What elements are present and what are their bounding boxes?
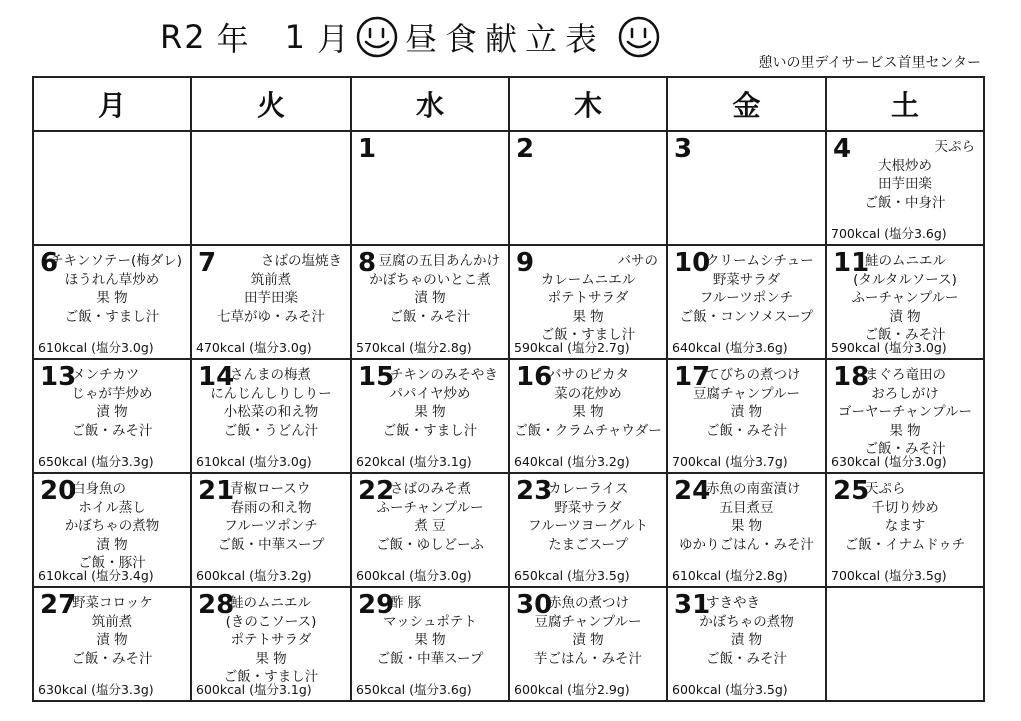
day-cell-content (192, 246, 350, 358)
menu-item: クリームシチュー (706, 253, 814, 269)
day-cell (826, 245, 984, 359)
menu-item: フルーツポンチ (699, 290, 794, 306)
menu-item: 田芋田楽 (878, 176, 932, 192)
menu-item: 果 物 (889, 422, 921, 439)
menu-item: バサのピカタ (548, 367, 629, 383)
menu-item: ご飯・クラムチャウダー (514, 422, 662, 439)
week-row (33, 473, 984, 587)
menu-item: ご飯・中華スープ (376, 650, 484, 667)
menu-item: 漬 物 (414, 290, 446, 306)
menu-item: ご飯・豚汁 (78, 555, 146, 571)
weekday-header: 金 (667, 77, 826, 131)
day-cell (33, 587, 191, 701)
menu-item: さばの塩焼き (261, 253, 342, 269)
day-cell (667, 587, 826, 701)
day-cell-content (827, 360, 983, 472)
day-cell-content (668, 360, 825, 472)
day-cell (509, 473, 667, 587)
menu-item: てびちの煮つけ (706, 367, 801, 383)
menu-item: ご飯・すまし汁 (540, 327, 636, 343)
day-number: 13 (40, 362, 77, 392)
day-cell (667, 131, 826, 245)
menu-item: カレーライス (548, 481, 629, 497)
calendar-body (33, 131, 984, 701)
day-cell-content (827, 132, 983, 244)
week-row (33, 131, 984, 245)
calorie-salt-info: 610kcal (塩分3.4g) (38, 568, 154, 583)
calorie-salt-info: 600kcal (塩分3.2g) (196, 568, 312, 583)
menu-item: カレームニエル (540, 271, 636, 288)
menu-item: 野菜コロッケ (72, 595, 153, 611)
day-cell-content (192, 132, 350, 244)
day-cell (351, 245, 509, 359)
day-cell (351, 473, 509, 587)
menu-item: 果 物 (572, 404, 604, 420)
calorie-salt-info: 600kcal (塩分3.1g) (196, 682, 312, 697)
day-number: 3 (674, 134, 693, 164)
menu-item: 野菜サラダ (554, 499, 622, 516)
day-number: 15 (358, 362, 395, 392)
day-cell-content (352, 474, 508, 586)
menu-item: さばのみそ煮 (390, 481, 471, 497)
menu-item: 春雨の和え物 (230, 499, 312, 516)
day-cell-content (510, 474, 666, 586)
empty-cell (826, 587, 984, 701)
day-cell (667, 245, 826, 359)
weekday-header: 水 (351, 77, 509, 131)
day-number: 20 (40, 476, 77, 506)
menu-item: ご飯・すまし汁 (382, 422, 478, 439)
menu-item: 漬 物 (730, 632, 763, 648)
day-cell-content (510, 132, 666, 244)
menu-item: 漬 物 (96, 404, 128, 420)
day-number: 30 (516, 590, 553, 620)
calorie-salt-info: 570kcal (塩分2.8g) (356, 340, 472, 355)
calorie-salt-info: 650kcal (塩分3.5g) (514, 568, 630, 583)
menu-item: ポテトサラダ (230, 632, 312, 648)
calorie-salt-info: 600kcal (塩分2.9g) (514, 682, 630, 697)
week-row (33, 245, 984, 359)
day-number: 25 (833, 476, 870, 506)
day-cell (826, 359, 984, 473)
title-month-number: 1 (284, 18, 307, 56)
calorie-salt-info: 650kcal (塩分3.3g) (38, 454, 154, 469)
page-title (160, 12, 667, 62)
menu-item: かぼちゃのいとこ煮 (369, 271, 491, 288)
menu-item: ご飯・みそ汁 (389, 308, 471, 325)
day-number: 24 (674, 476, 711, 506)
menu-item: ご飯・中身汁 (864, 194, 946, 211)
menu-item: 煮 豆 (414, 518, 446, 534)
menu-item: 果 物 (96, 290, 128, 306)
menu-item: ご飯・すまし汁 (64, 308, 160, 325)
weekday-header: 土 (826, 77, 984, 131)
day-number: 8 (358, 248, 377, 278)
weekday-header: 木 (509, 77, 667, 131)
day-number: 10 (674, 248, 711, 278)
calorie-salt-info: 610kcal (塩分3.0g) (196, 454, 312, 469)
calorie-salt-info: 640kcal (塩分3.6g) (672, 340, 788, 355)
menu-item: ご飯・みそ汁 (71, 650, 153, 667)
menu-item: かぼちゃの煮物 (64, 518, 160, 534)
menu-items (356, 248, 504, 326)
day-number: 9 (516, 248, 535, 278)
day-number: 18 (833, 362, 870, 392)
day-number: 11 (833, 248, 870, 278)
menu-item: ゴーヤーチャンプルー (837, 404, 973, 420)
weekday-header: 月 (33, 77, 191, 131)
empty-cell (33, 131, 191, 245)
day-cell-content (510, 588, 666, 700)
calorie-salt-info: 600kcal (塩分3.0g) (356, 568, 472, 583)
day-number: 31 (674, 590, 711, 620)
calorie-salt-info: 700kcal (塩分3.7g) (672, 454, 788, 469)
calorie-salt-info: 650kcal (塩分3.6g) (356, 682, 472, 697)
menu-item: 筑前煮 (91, 613, 133, 630)
day-cell-content (668, 474, 825, 586)
menu-item: (タルタルソース) (853, 271, 957, 288)
title-month: 月 (316, 20, 351, 58)
menu-item: 豆腐チャンプルー (692, 385, 801, 402)
menu-item: 筑前煮 (250, 271, 292, 288)
title-main: 昼食献立表 (404, 20, 605, 58)
menu-item: 天ぷら (934, 139, 975, 155)
day-number: 1 (358, 134, 377, 164)
menu-item: 菜の花炒め (554, 385, 622, 402)
day-number: 2 (516, 134, 535, 164)
day-cell (191, 473, 351, 587)
menu-items (514, 248, 662, 345)
day-cell (351, 587, 509, 701)
menu-item: ご飯・みそ汁 (706, 422, 787, 439)
day-cell (826, 131, 984, 245)
menu-item: (きのこソース) (225, 613, 317, 630)
menu-item: バサの (617, 253, 658, 269)
menu-item: ご飯・コンソメスープ (679, 308, 814, 325)
calorie-salt-info: 630kcal (塩分3.0g) (831, 454, 947, 469)
menu-items (196, 248, 346, 326)
menu-item: 鮭のムニエル (230, 595, 311, 611)
weekday-header: 火 (191, 77, 351, 131)
day-cell-content (668, 588, 825, 700)
menu-item: たまごスープ (548, 536, 628, 553)
menu-item: ご飯・みそ汁 (864, 441, 946, 457)
smiley-face-icon (617, 15, 661, 59)
day-cell-content (668, 132, 825, 244)
day-cell-content (192, 588, 350, 700)
day-cell-content (34, 588, 190, 700)
menu-calendar (32, 76, 985, 702)
day-cell-content (827, 474, 983, 586)
menu-item: 白身魚の (72, 481, 126, 497)
day-number: 4 (833, 134, 852, 164)
menu-item: すきやき (706, 595, 760, 611)
calorie-salt-info: 640kcal (塩分3.2g) (514, 454, 630, 469)
day-cell (191, 587, 351, 701)
day-cell-content (34, 246, 190, 358)
day-cell (33, 359, 191, 473)
menu-item: ゆかりごはん・みそ汁 (679, 536, 814, 553)
menu-item: かぼちゃの煮物 (699, 613, 794, 630)
day-number: 22 (358, 476, 395, 506)
menu-item: ホイル蒸し (78, 499, 146, 516)
menu-item: 豆腐チャンプルー (534, 613, 642, 630)
menu-item: ご飯・イナムドゥチ (844, 536, 966, 553)
menu-item: 漬 物 (96, 632, 128, 648)
calorie-salt-info: 610kcal (塩分3.0g) (38, 340, 154, 355)
menu-item: 鮭のムニエル (865, 253, 946, 269)
day-cell (667, 473, 826, 587)
day-cell-content (192, 360, 350, 472)
menu-item: 果 物 (730, 518, 763, 534)
menu-item: 千切り炒め (871, 499, 939, 516)
menu-item: ほうれん草炒め (64, 271, 160, 288)
facility-name: 憩いの里デイサービス首里センター (758, 55, 981, 71)
menu-item: ご飯・みそ汁 (71, 422, 153, 439)
day-cell-content (34, 474, 190, 586)
calorie-salt-info: 590kcal (塩分3.0g) (831, 340, 947, 355)
day-cell (509, 359, 667, 473)
menu-item: ご飯・中華スープ (217, 536, 325, 553)
menu-item: パパイヤ炒め (389, 385, 471, 402)
day-cell-content (352, 246, 508, 358)
menu-item: 赤魚の南蛮漬け (706, 481, 801, 497)
week-row (33, 359, 984, 473)
empty-cell (191, 131, 351, 245)
day-cell (826, 473, 984, 587)
menu-item: まぐろ竜田の (865, 367, 946, 383)
calorie-salt-info: 630kcal (塩分3.3g) (38, 682, 154, 697)
day-cell-content (668, 246, 825, 358)
day-number: 29 (358, 590, 395, 620)
day-number: 21 (198, 476, 235, 506)
menu-item: チキンソテー(梅ダレ) (50, 253, 182, 269)
day-number: 14 (198, 362, 235, 392)
menu-item: じゃが芋炒め (71, 385, 153, 402)
menu-item: 漬 物 (730, 404, 763, 420)
day-cell (191, 245, 351, 359)
menu-item: メンチカツ (72, 367, 140, 383)
day-cell-content (352, 588, 508, 700)
title-year: 年 (216, 20, 251, 58)
menu-item: なます (884, 518, 926, 534)
menu-item: 酢 豚 (390, 595, 422, 611)
menu-item: 青椒ロースウ (230, 481, 311, 497)
day-cell-content (192, 474, 350, 586)
day-cell (351, 359, 509, 473)
calorie-salt-info: 700kcal (塩分3.6g) (831, 226, 947, 241)
calorie-salt-info: 620kcal (塩分3.1g) (356, 454, 472, 469)
day-number: 23 (516, 476, 553, 506)
day-number: 27 (40, 590, 77, 620)
week-row (33, 587, 984, 701)
calorie-salt-info: 700kcal (塩分3.5g) (831, 568, 947, 583)
weekday-header-row (33, 77, 984, 131)
menu-item: ご飯・みそ汁 (864, 327, 946, 343)
day-cell (509, 587, 667, 701)
menu-item: 漬 物 (96, 536, 128, 553)
day-cell-content (827, 588, 983, 700)
menu-item: 果 物 (414, 404, 446, 420)
menu-item: 芋ごはん・みそ汁 (534, 650, 642, 667)
day-cell-content (34, 360, 190, 472)
menu-item: さんまの梅煮 (230, 367, 311, 383)
menu-item: ご飯・すまし汁 (223, 669, 319, 685)
menu-item: 田芋田楽 (244, 290, 298, 306)
menu-items (38, 248, 186, 326)
menu-item: 五目煮豆 (719, 499, 774, 516)
menu-item: フルーツヨーグルト (527, 518, 648, 534)
menu-item: マッシュポテト (383, 613, 477, 630)
menu-item: 大根炒め (878, 157, 932, 174)
calorie-salt-info: 590kcal (塩分2.7g) (514, 340, 630, 355)
day-number: 6 (40, 248, 59, 278)
day-cell (667, 359, 826, 473)
day-cell (509, 131, 667, 245)
day-cell-content (510, 360, 666, 472)
title-era: R2 (160, 18, 207, 56)
menu-item: 漬 物 (572, 632, 604, 648)
day-number: 28 (198, 590, 235, 620)
menu-item: ふーチャンプルー (376, 499, 484, 516)
menu-item: 果 物 (255, 650, 287, 667)
day-cell-content (352, 132, 508, 244)
day-cell (509, 245, 667, 359)
menu-item: ふーチャンプルー (851, 290, 959, 306)
calorie-salt-info: 470kcal (塩分3.0g) (196, 340, 312, 355)
menu-item: ポテトサラダ (547, 290, 629, 306)
day-cell-content (510, 246, 666, 358)
day-number: 7 (198, 248, 217, 278)
menu-item: 豆腐の五目あんかけ (378, 253, 500, 269)
day-cell (33, 245, 191, 359)
day-number: 17 (674, 362, 711, 392)
menu-item: ご飯・みそ汁 (706, 650, 787, 667)
day-number: 16 (516, 362, 553, 392)
day-cell-content (352, 360, 508, 472)
menu-item: 漬 物 (889, 308, 921, 325)
calorie-salt-info: 610kcal (塩分2.8g) (672, 568, 788, 583)
day-cell (351, 131, 509, 245)
menu-item: ご飯・うどん汁 (223, 422, 319, 439)
menu-item: フルーツポンチ (224, 518, 318, 534)
day-cell-content (827, 246, 983, 358)
smiley-face-icon (355, 15, 399, 59)
menu-item: 野菜サラダ (712, 271, 781, 288)
menu-item: 果 物 (572, 308, 604, 325)
menu-item: チキンのみそやき (390, 367, 498, 383)
day-cell (191, 359, 351, 473)
day-cell (33, 473, 191, 587)
day-cell-content (34, 132, 190, 244)
menu-item: 赤魚の煮つけ (548, 595, 629, 611)
menu-item: ご飯・ゆしどーふ (376, 536, 484, 553)
menu-item: 小松菜の和え物 (223, 404, 319, 420)
menu-item: 七草がゆ・みそ汁 (217, 308, 325, 325)
menu-item: 果 物 (414, 632, 446, 648)
calorie-salt-info: 600kcal (塩分3.5g) (672, 682, 788, 697)
menu-item: にんじんしりしりー (210, 385, 332, 402)
menu-item: 天ぷら (865, 481, 906, 497)
menu-items (831, 134, 979, 212)
menu-item: おろしがけ (871, 385, 939, 402)
